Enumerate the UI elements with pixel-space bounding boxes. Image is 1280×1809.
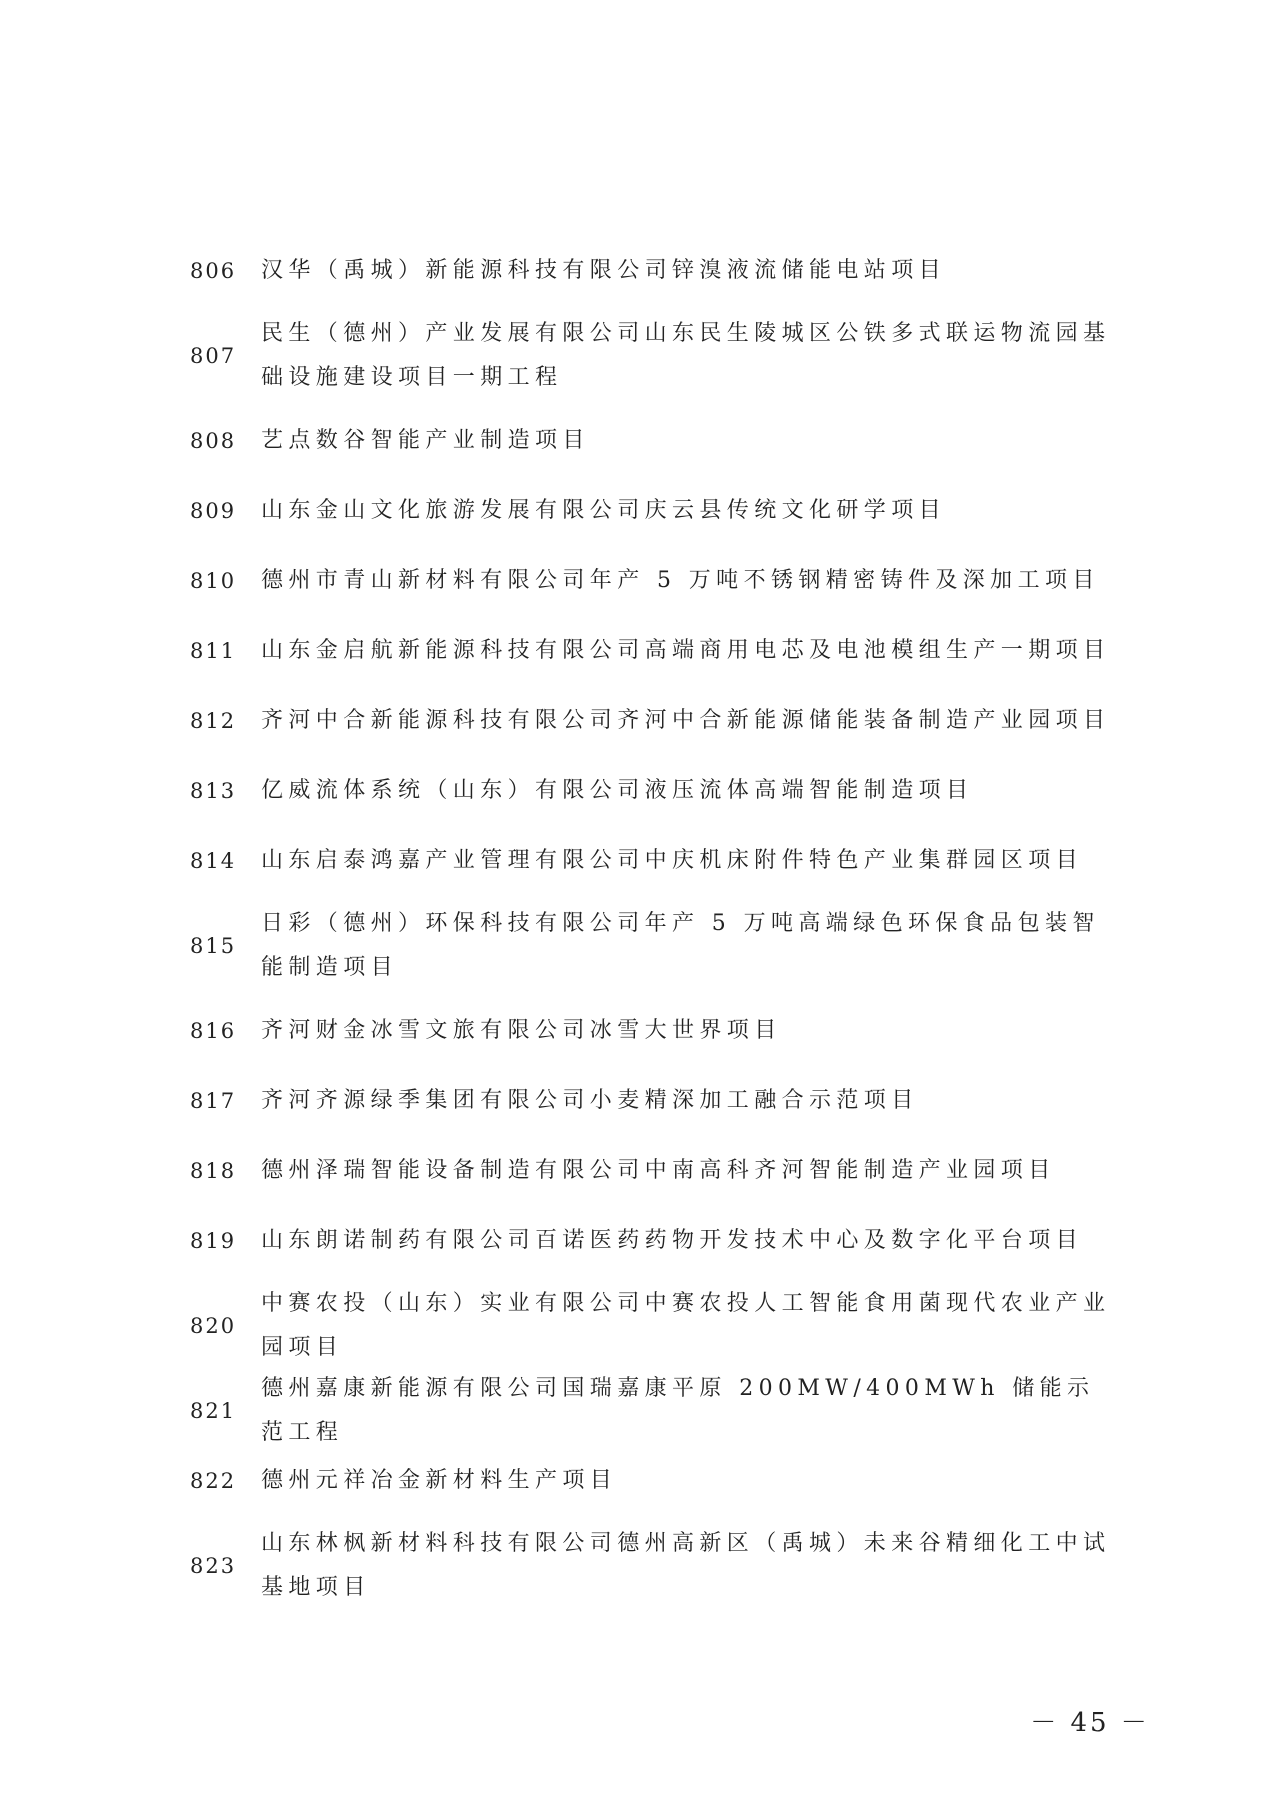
list-item	[190, 686, 1120, 756]
list-item	[190, 1136, 1120, 1206]
item-number: 811	[190, 639, 237, 663]
list-item	[190, 1066, 1120, 1136]
list-item	[190, 896, 1120, 996]
item-text: 中赛农投（山东）实业有限公司中赛农投人工智能食用菌现代农业产业园项目	[261, 1291, 1111, 1360]
list-item	[190, 306, 1120, 406]
item-number: 817	[190, 1089, 237, 1113]
item-number: 808	[190, 429, 237, 453]
item-text: 艺点数谷智能产业制造项目	[261, 428, 590, 453]
item-text: 民生（德州）产业发展有限公司山东民生陵城区公铁多式联运物流园基础设施建设项目一期工程	[261, 321, 1111, 390]
item-number: 823	[190, 1554, 237, 1578]
item-text: 德州元祥冶金新材料生产项目	[261, 1468, 618, 1493]
item-number: 819	[190, 1229, 237, 1253]
list-item	[190, 236, 1120, 306]
list-item	[190, 1376, 1120, 1446]
list-item	[190, 756, 1120, 826]
item-text: 山东启泰鸿嘉产业管理有限公司中庆机床附件特色产业集群园区项目	[261, 848, 1084, 873]
item-number: 815	[190, 934, 237, 958]
list-item	[190, 826, 1120, 896]
item-text: 德州市青山新材料有限公司年产 5 万吨不锈钢精密铸件及深加工项目	[261, 568, 1100, 593]
list-item	[190, 1206, 1120, 1276]
item-text: 德州嘉康新能源有限公司国瑞嘉康平原 200MW/400MWh 储能示范工程	[261, 1376, 1095, 1445]
item-number: 820	[190, 1314, 237, 1338]
item-number: 813	[190, 779, 237, 803]
list-item	[190, 476, 1120, 546]
item-number: 810	[190, 569, 237, 593]
item-number: 807	[190, 344, 237, 368]
item-text: 亿威流体系统（山东）有限公司液压流体高端智能制造项目	[261, 778, 974, 803]
item-number: 822	[190, 1469, 237, 1493]
item-number: 806	[190, 259, 237, 283]
item-text: 日彩（德州）环保科技有限公司年产 5 万吨高端绿色环保食品包装智能制造项目	[261, 911, 1100, 980]
item-text: 山东金山文化旅游发展有限公司庆云县传统文化研学项目	[261, 498, 947, 523]
item-number: 818	[190, 1159, 237, 1183]
item-text: 山东林枫新材料科技有限公司德州高新区（禹城）未来谷精细化工中试基地项目	[261, 1531, 1111, 1600]
list-item	[190, 996, 1120, 1066]
list-item	[190, 1276, 1120, 1376]
list-item	[190, 1516, 1120, 1616]
item-number: 816	[190, 1019, 237, 1043]
list-item	[190, 1446, 1120, 1516]
list-item	[190, 406, 1120, 476]
item-number: 812	[190, 709, 237, 733]
item-text: 山东朗诺制药有限公司百诺医药药物开发技术中心及数字化平台项目	[261, 1228, 1084, 1253]
item-text: 山东金启航新能源科技有限公司高端商用电芯及电池模组生产一期项目	[261, 638, 1111, 663]
item-number: 809	[190, 499, 237, 523]
item-number: 821	[190, 1399, 237, 1423]
project-list	[190, 236, 1120, 1616]
item-text: 齐河中合新能源科技有限公司齐河中合新能源储能装备制造产业园项目	[261, 708, 1111, 733]
item-number: 814	[190, 849, 237, 873]
page-number: － 45 －	[1030, 1708, 1150, 1738]
list-item	[190, 616, 1120, 686]
list-item	[190, 546, 1120, 616]
item-text: 齐河财金冰雪文旅有限公司冰雪大世界项目	[261, 1018, 782, 1043]
item-text: 汉华（禹城）新能源科技有限公司锌溴液流储能电站项目	[261, 258, 947, 283]
item-text: 德州泽瑞智能设备制造有限公司中南高科齐河智能制造产业园项目	[261, 1158, 1056, 1183]
item-text: 齐河齐源绿季集团有限公司小麦精深加工融合示范项目	[261, 1088, 919, 1113]
